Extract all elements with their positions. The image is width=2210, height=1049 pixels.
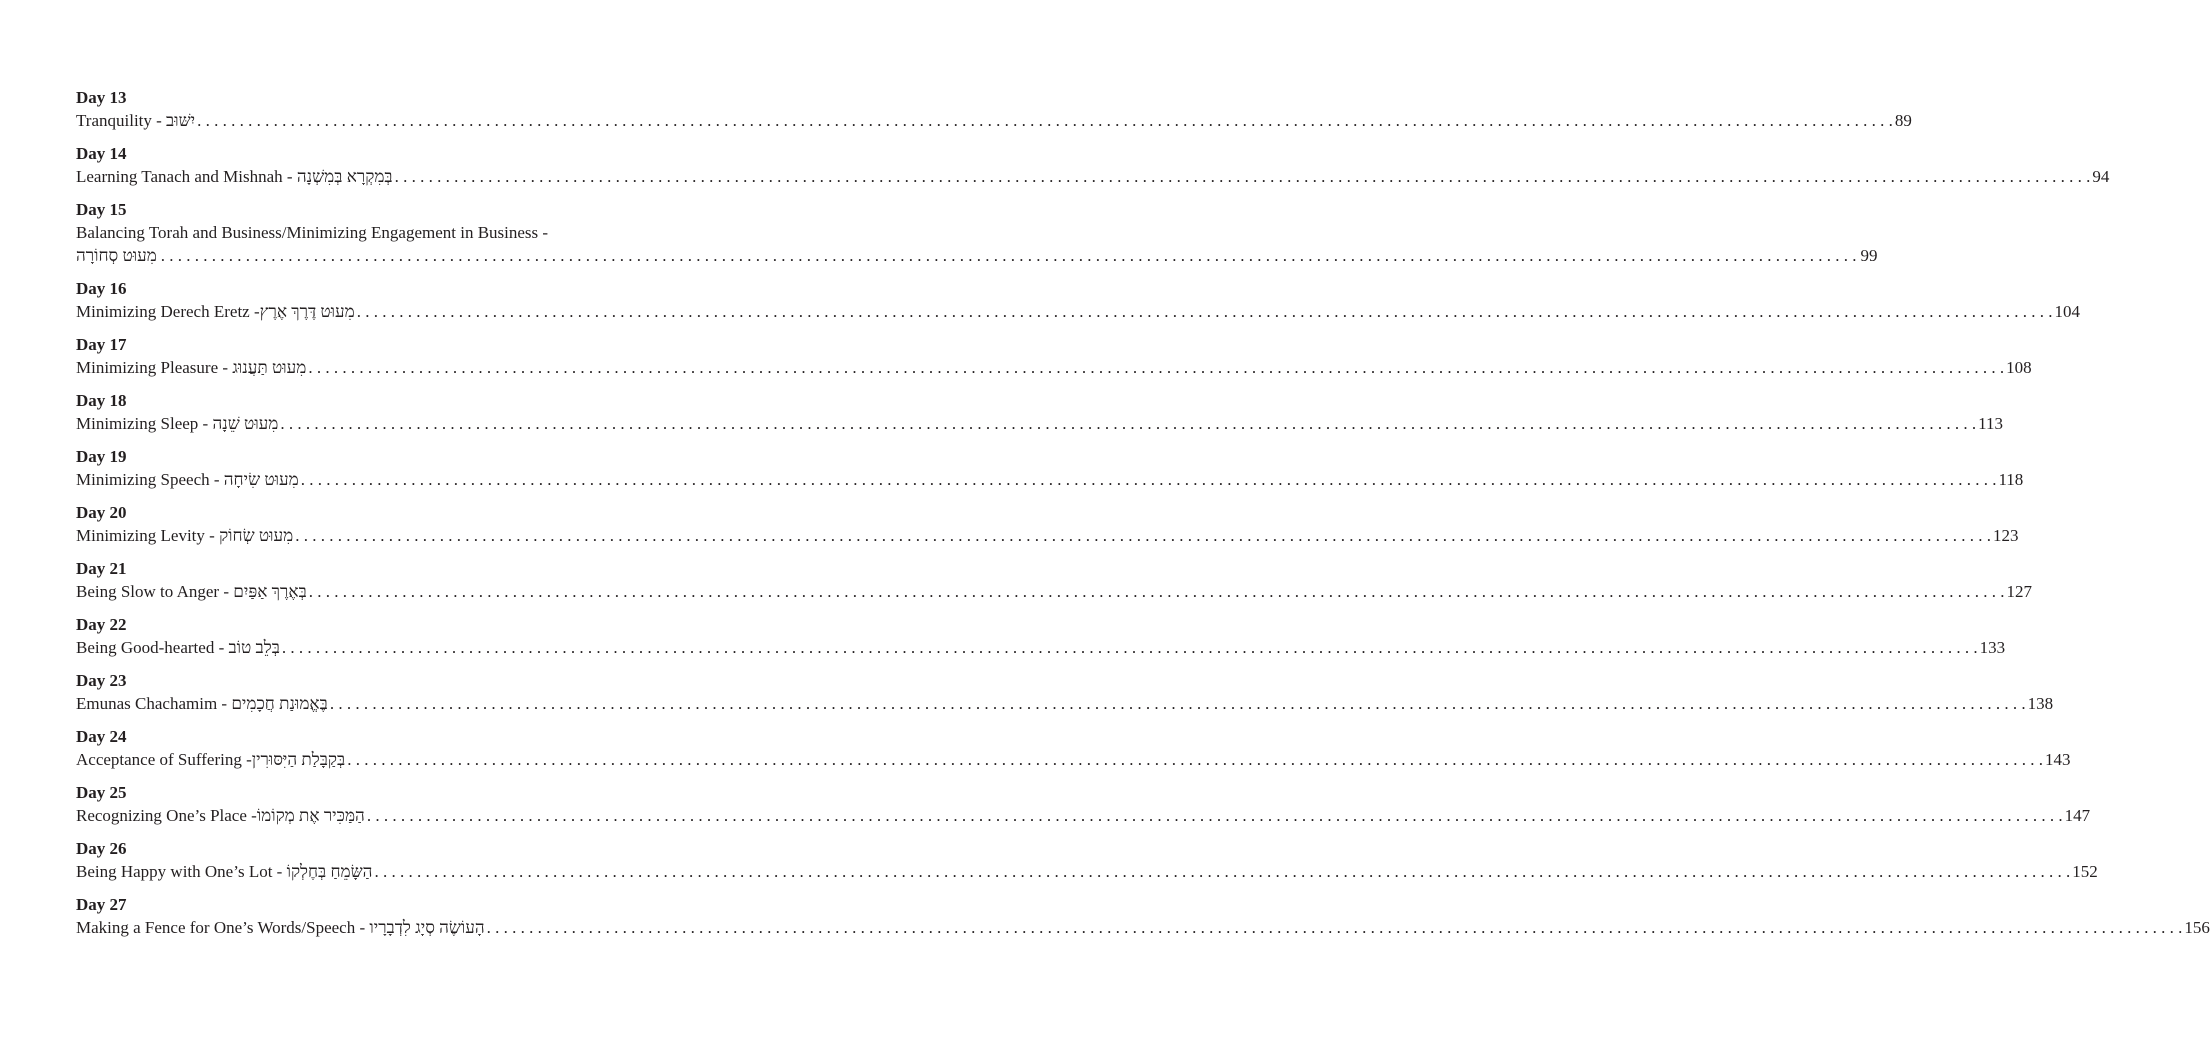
toc-entry[interactable]	[76, 916, 2210, 949]
toc-day-heading: Day 16	[76, 279, 127, 298]
toc-entry-title: Tranquility -	[76, 111, 167, 130]
toc-leader-dots: . . . . . . . . . . . . . . . . . . . . . . . . . . . . . . . . . . . . . . . . . . . . . . . . . . . . . . . . . . . . . . . . . . . . . . . . . . . . . . . . . . . . . . . . . . . . . . . . . . . . . . . . . . . . . . . . . . . . . . . . . . . . . . . . . . . . . . . . . . . . . . . . . . . . . . . . . . . . . . . . . . . . . . . . . . . . . . . . . . . . . . . . . . . . . . . . . . . . . . . .	[394, 167, 2091, 186]
toc-day-heading: Day 15	[76, 200, 127, 219]
toc-entry-title: Balancing Torah and Business/Minimizing Engagement in Business -	[76, 223, 549, 242]
toc-entry[interactable]	[76, 468, 2024, 501]
toc-day-heading: Day 19	[76, 447, 127, 466]
toc-leader-dots: . . . . . . . . . . . . . . . . . . . . . . . . . . . . . . . . . . . . . . . . . . . . . . . . . . . . . . . . . . . . . . . . . . . . . . . . . . . . . . . . . . . . . . . . . . . . . . . . . . . . . . . . . . . . . . . . . . . . . . . . . . . . . . . . . . . . . . . . . . . . . . . . . . . . . . . . . . . . . . . . . . . . . . . . . . . . . . . . . . . . . . . . . . . . . . . . . . . . . . . .	[160, 246, 1857, 265]
toc-entry-title: Minimizing Derech Eretz -	[76, 302, 260, 321]
toc-day-heading: Day 22	[76, 615, 127, 634]
toc-page-number: 113	[1978, 414, 2004, 433]
toc-entry-hebrew: בְּאֶרֶךְ אַפַּיִם	[233, 582, 307, 601]
toc-page-number: 104	[2054, 302, 2080, 321]
toc-page-number: 89	[1894, 111, 1912, 130]
toc-entry-title: Minimizing Sleep -	[76, 414, 213, 433]
toc-entry-title: Emunas Chachamim -	[76, 694, 232, 713]
toc-entry-title: Minimizing Speech -	[76, 470, 224, 489]
toc-entry-hebrew: מִעוּט דֶּרֶךְ אֶרֶץ	[259, 302, 355, 321]
toc-entry-title: Minimizing Levity -	[76, 526, 220, 545]
toc-leader-dots: . . . . . . . . . . . . . . . . . . . . . . . . . . . . . . . . . . . . . . . . . . . . . . . . . . . . . . . . . . . . . . . . . . . . . . . . . . . . . . . . . . . . . . . . . . . . . . . . . . . . . . . . . . . . . . . . . . . . . . . . . . . . . . . . . . . . . . . . . . . . . . . . . . . . . . . . . . . . . . . . . . . . . . . . . . . . . . . . . . . . . . . . . . . . . . . . . . . . . . . .	[356, 302, 2053, 321]
toc-entry-hebrew: בְּמִקְרָא בְּמִשְׁנָה	[296, 167, 393, 186]
toc-entry-hebrew: מִעוּט תַּעֲנוּג	[232, 358, 307, 377]
toc-entry-title: Being Good-hearted -	[76, 638, 229, 657]
toc-entry-hebrew: הָעוֹשֶׂה סְיָג לִדְבָרָיו	[369, 918, 485, 937]
toc-leader-dots: . . . . . . . . . . . . . . . . . . . . . . . . . . . . . . . . . . . . . . . . . . . . . . . . . . . . . . . . . . . . . . . . . . . . . . . . . . . . . . . . . . . . . . . . . . . . . . . . . . . . . . . . . . . . . . . . . . . . . . . . . . . . . . . . . . . . . . . . . . . . . . . . . . . . . . . . . . . . . . . . . . . . . . . . . . . . . . . . . . . . . . . . . . . . . . . . . . . . . . . .	[486, 918, 2183, 937]
toc-entry-hebrew: מִעוּט שְׂחוֹק	[219, 526, 294, 545]
toc-entry-hebrew: בְּלֵב טוֹב	[228, 638, 280, 657]
toc-page-number: 99	[1860, 246, 1878, 265]
toc-entry[interactable]	[76, 748, 2071, 781]
toc-leader-dots: . . . . . . . . . . . . . . . . . . . . . . . . . . . . . . . . . . . . . . . . . . . . . . . . . . . . . . . . . . . . . . . . . . . . . . . . . . . . . . . . . . . . . . . . . . . . . . . . . . . . . . . . . . . . . . . . . . . . . . . . . . . . . . . . . . . . . . . . . . . . . . . . . . . . . . . . . . . . . . . . . . . . . . . . . . . . . . . . . . . . . . . . . . . . . . . . . . . . . . . .	[300, 470, 1997, 489]
toc-entry-title: Recognizing One’s Place -	[76, 806, 257, 825]
toc-leader-dots: . . . . . . . . . . . . . . . . . . . . . . . . . . . . . . . . . . . . . . . . . . . . . . . . . . . . . . . . . . . . . . . . . . . . . . . . . . . . . . . . . . . . . . . . . . . . . . . . . . . . . . . . . . . . . . . . . . . . . . . . . . . . . . . . . . . . . . . . . . . . . . . . . . . . . . . . . . . . . . . . . . . . . . . . . . . . . . . . . . . . . . . . . . . . . . . . . . . . . . . .	[329, 694, 2026, 713]
toc-entry[interactable]	[76, 300, 2080, 333]
toc-page-number: 156	[2184, 918, 2210, 937]
toc-entry-title: Minimizing Pleasure -	[76, 358, 233, 377]
toc-page-number: 133	[1979, 638, 2006, 657]
toc-entry[interactable]	[76, 692, 2054, 725]
toc-day-heading: Day 25	[76, 783, 127, 802]
toc-entry[interactable]	[76, 636, 2006, 669]
toc-day-heading: Day 17	[76, 335, 127, 354]
toc-leader-dots: . . . . . . . . . . . . . . . . . . . . . . . . . . . . . . . . . . . . . . . . . . . . . . . . . . . . . . . . . . . . . . . . . . . . . . . . . . . . . . . . . . . . . . . . . . . . . . . . . . . . . . . . . . . . . . . . . . . . . . . . . . . . . . . . . . . . . . . . . . . . . . . . . . . . . . . . . . . . . . . . . . . . . . . . . . . . . . . . . . . . . . . . . . . . . . . . . . . . . . . .	[308, 582, 2005, 601]
toc-entry-hebrew: מִעוּט שֵׁנָה	[212, 414, 279, 433]
toc-leader-dots: . . . . . . . . . . . . . . . . . . . . . . . . . . . . . . . . . . . . . . . . . . . . . . . . . . . . . . . . . . . . . . . . . . . . . . . . . . . . . . . . . . . . . . . . . . . . . . . . . . . . . . . . . . . . . . . . . . . . . . . . . . . . . . . . . . . . . . . . . . . . . . . . . . . . . . . . . . . . . . . . . . . . . . . . . . . . . . . . . . . . . . . . . . . . . . . . . . . . . . . .	[374, 862, 2071, 881]
toc-entry[interactable]	[76, 860, 2098, 893]
toc-page-number: 147	[2064, 806, 2091, 825]
toc-entry-title: Acceptance of Suffering -	[76, 750, 252, 769]
toc-entry-hebrew: הַשָּׂמֵחַ בְּחֶלְקוֹ	[286, 862, 373, 881]
toc-entry-hebrew: יִשּׁוּב	[166, 111, 196, 130]
toc-entry[interactable]	[76, 109, 1912, 142]
toc-entry[interactable]	[76, 412, 2004, 445]
toc-leader-dots: . . . . . . . . . . . . . . . . . . . . . . . . . . . . . . . . . . . . . . . . . . . . . . . . . . . . . . . . . . . . . . . . . . . . . . . . . . . . . . . . . . . . . . . . . . . . . . . . . . . . . . . . . . . . . . . . . . . . . . . . . . . . . . . . . . . . . . . . . . . . . . . . . . . . . . . . . . . . . . . . . . . . . . . . . . . . . . . . . . . . . . . . . . . . . . . . . . . . . . . .	[308, 358, 2005, 377]
toc-entry[interactable]	[76, 221, 1878, 277]
toc-entry[interactable]	[76, 356, 2032, 389]
toc-entry[interactable]	[76, 524, 2019, 557]
toc-entry-hebrew: מִעוּט סְחוֹרָה	[76, 246, 157, 265]
table-of-contents	[76, 86, 2210, 949]
toc-page-number: 143	[2044, 750, 2071, 769]
toc-page-number: 118	[1998, 470, 2024, 489]
toc-entry[interactable]	[76, 580, 2033, 613]
toc-page-number: 152	[2072, 862, 2098, 881]
toc-day-heading: Day 24	[76, 727, 127, 746]
toc-leader-dots: . . . . . . . . . . . . . . . . . . . . . . . . . . . . . . . . . . . . . . . . . . . . . . . . . . . . . . . . . . . . . . . . . . . . . . . . . . . . . . . . . . . . . . . . . . . . . . . . . . . . . . . . . . . . . . . . . . . . . . . . . . . . . . . . . . . . . . . . . . . . . . . . . . . . . . . . . . . . . . . . . . . . . . . . . . . . . . . . . . . . . . . . . . . . . . . . . . . . . . . .	[347, 750, 2043, 769]
toc-day-heading: Day 18	[76, 391, 127, 410]
toc-page-number: 108	[2006, 358, 2032, 377]
toc-page-number: 123	[1992, 526, 2019, 545]
toc-day-heading: Day 13	[76, 88, 127, 107]
toc-entry[interactable]	[76, 165, 2110, 198]
toc-entry[interactable]	[76, 804, 2091, 837]
toc-entry-hebrew: מִעוּט שִׂיחָה	[223, 470, 299, 489]
toc-day-heading: Day 20	[76, 503, 127, 522]
toc-leader-dots: . . . . . . . . . . . . . . . . . . . . . . . . . . . . . . . . . . . . . . . . . . . . . . . . . . . . . . . . . . . . . . . . . . . . . . . . . . . . . . . . . . . . . . . . . . . . . . . . . . . . . . . . . . . . . . . . . . . . . . . . . . . . . . . . . . . . . . . . . . . . . . . . . . . . . . . . . . . . . . . . . . . . . . . . . . . . . . . . . . . . . . . . . . . . . . . . . . . . . . . .	[366, 806, 2063, 825]
toc-page-number: 94	[2092, 167, 2110, 186]
toc-entry-title: Being Happy with One’s Lot -	[76, 862, 287, 881]
toc-leader-dots: . . . . . . . . . . . . . . . . . . . . . . . . . . . . . . . . . . . . . . . . . . . . . . . . . . . . . . . . . . . . . . . . . . . . . . . . . . . . . . . . . . . . . . . . . . . . . . . . . . . . . . . . . . . . . . . . . . . . . . . . . . . . . . . . . . . . . . . . . . . . . . . . . . . . . . . . . . . . . . . . . . . . . . . . . . . . . . . . . . . . . . . . . . . . . . . . . . . . . . . .	[281, 638, 1978, 657]
toc-leader-dots: . . . . . . . . . . . . . . . . . . . . . . . . . . . . . . . . . . . . . . . . . . . . . . . . . . . . . . . . . . . . . . . . . . . . . . . . . . . . . . . . . . . . . . . . . . . . . . . . . . . . . . . . . . . . . . . . . . . . . . . . . . . . . . . . . . . . . . . . . . . . . . . . . . . . . . . . . . . . . . . . . . . . . . . . . . . . . . . . . . . . . . . . . . . . . . . . . . . . . . . .	[197, 111, 1893, 130]
toc-leader-dots: . . . . . . . . . . . . . . . . . . . . . . . . . . . . . . . . . . . . . . . . . . . . . . . . . . . . . . . . . . . . . . . . . . . . . . . . . . . . . . . . . . . . . . . . . . . . . . . . . . . . . . . . . . . . . . . . . . . . . . . . . . . . . . . . . . . . . . . . . . . . . . . . . . . . . . . . . . . . . . . . . . . . . . . . . . . . . . . . . . . . . . . . . . . . . . . . . . . . . . . .	[295, 526, 1991, 545]
toc-day-heading: Day 26	[76, 839, 127, 858]
toc-entry-hebrew: בְּקַבָּלַת הַיִּסּוּרִין	[251, 750, 346, 769]
toc-leader-dots: . . . . . . . . . . . . . . . . . . . . . . . . . . . . . . . . . . . . . . . . . . . . . . . . . . . . . . . . . . . . . . . . . . . . . . . . . . . . . . . . . . . . . . . . . . . . . . . . . . . . . . . . . . . . . . . . . . . . . . . . . . . . . . . . . . . . . . . . . . . . . . . . . . . . . . . . . . . . . . . . . . . . . . . . . . . . . . . . . . . . . . . . . . . . . . . . . . . . . . . .	[280, 414, 1977, 433]
toc-day-heading: Day 14	[76, 144, 127, 163]
toc-day-heading: Day 23	[76, 671, 127, 690]
toc-entry-title: Learning Tanach and Mishnah -	[76, 167, 297, 186]
toc-page-number: 127	[2006, 582, 2033, 601]
toc-entry-hebrew: בֶּאֱמוּנַת חֲכָמִים	[231, 694, 328, 713]
toc-day-heading: Day 27	[76, 895, 127, 914]
toc-page-number: 138	[2027, 694, 2054, 713]
toc-entry-hebrew: הַמַּכִּיר אֶת מְקוֹמוֹ	[256, 806, 365, 825]
toc-entry-title: Being Slow to Anger -	[76, 582, 234, 601]
toc-day-heading: Day 21	[76, 559, 127, 578]
toc-entry-title: Making a Fence for One’s Words/Speech -	[76, 918, 370, 937]
